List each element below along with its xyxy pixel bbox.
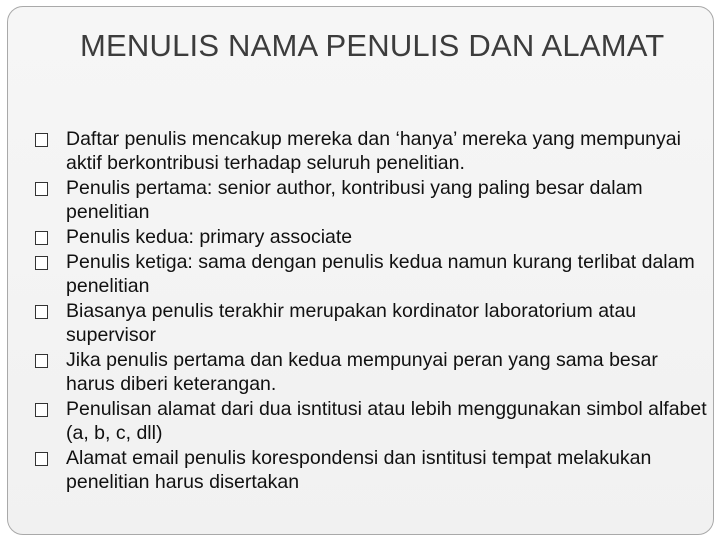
slide-title: MENULIS NAMA PENULIS DAN ALAMAT bbox=[80, 28, 665, 63]
square-bullet-icon bbox=[35, 231, 48, 245]
bullet-text: Jika penulis pertama dan kedua mempunyai peran yang sama besar harus diberi keterangan. bbox=[66, 349, 658, 395]
slide bbox=[7, 6, 714, 535]
bullet-item bbox=[33, 348, 708, 396]
square-bullet-icon bbox=[35, 305, 48, 319]
bullet-item bbox=[33, 250, 708, 298]
bullet-item bbox=[33, 176, 708, 224]
bullet-item bbox=[33, 397, 708, 445]
square-bullet-icon bbox=[35, 256, 48, 270]
bullet-text: Alamat email penulis korespondensi dan isntitusi tempat melakukan penelitian harus disertakan bbox=[66, 447, 652, 493]
bullet-text: Biasanya penulis terakhir merupakan kordinator laboratorium atau supervisor bbox=[66, 300, 637, 346]
bullet-text: Daftar penulis mencakup mereka dan ‘hanya’ mereka yang mempunyai aktif berkontribusi terhadap seluruh penelitian. bbox=[66, 128, 681, 174]
bullet-item bbox=[33, 225, 708, 249]
bullet-list bbox=[33, 127, 708, 495]
bullet-item bbox=[33, 299, 708, 347]
square-bullet-icon bbox=[35, 133, 48, 147]
bullet-text: Penulis pertama: senior author, kontribusi yang paling besar dalam penelitian bbox=[66, 177, 643, 223]
bullet-item bbox=[33, 446, 708, 494]
bullet-text: Penulisan alamat dari dua isntitusi atau lebih menggunakan simbol alfabet (a, b, c, dll) bbox=[66, 398, 707, 444]
square-bullet-icon bbox=[35, 354, 48, 368]
bullet-text: Penulis ketiga: sama dengan penulis kedua namun kurang terlibat dalam penelitian bbox=[66, 251, 695, 297]
square-bullet-icon bbox=[35, 182, 48, 196]
square-bullet-icon bbox=[35, 452, 48, 466]
square-bullet-icon bbox=[35, 403, 48, 417]
bullet-text: Penulis kedua: primary associate bbox=[66, 226, 353, 248]
bullet-item bbox=[33, 127, 708, 175]
